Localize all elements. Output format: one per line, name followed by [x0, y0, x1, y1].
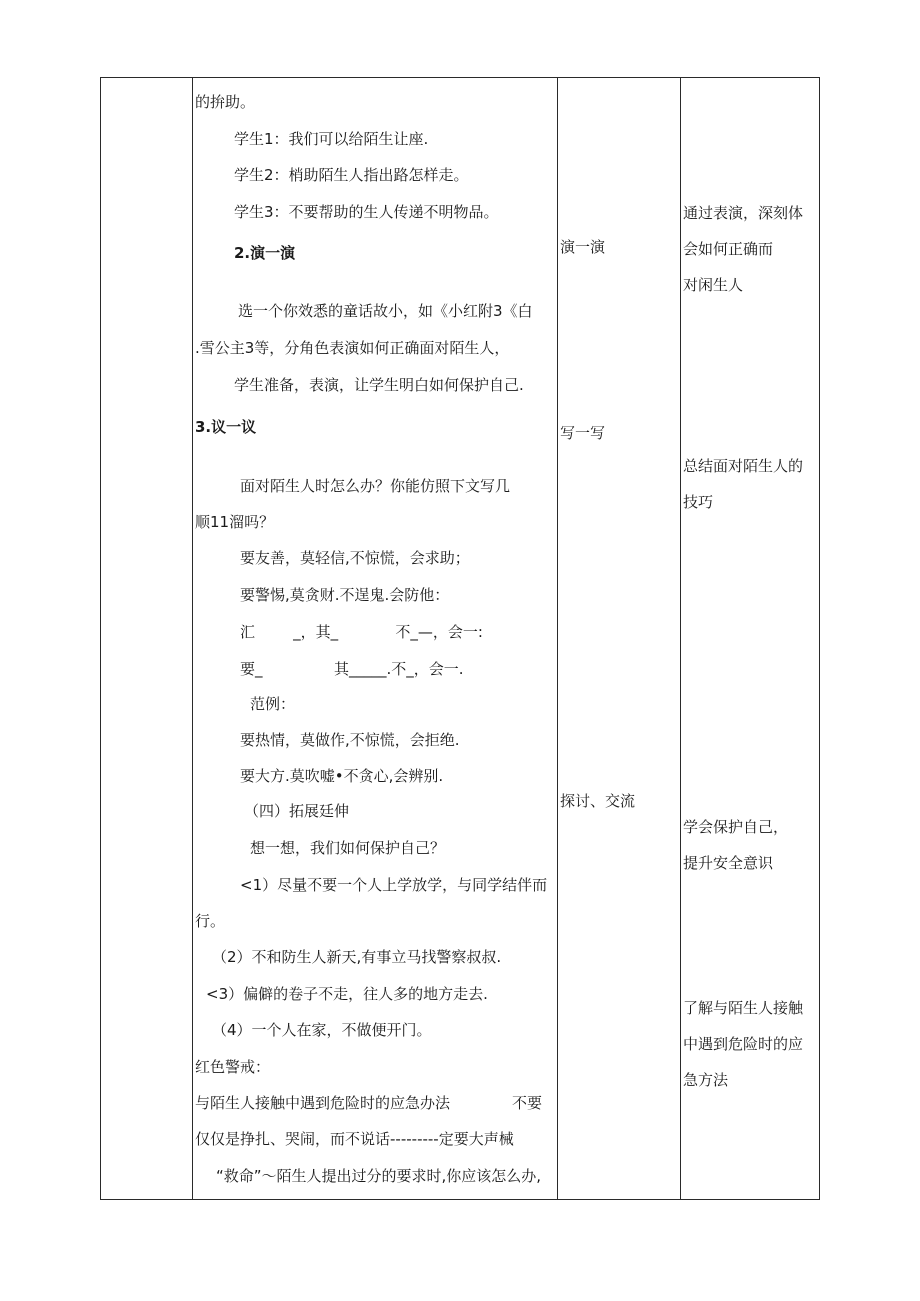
intent-line: 技巧: [683, 493, 714, 511]
table-border-bottom: [100, 1199, 820, 1200]
column-divider-3: [680, 77, 681, 1200]
text-line: 学生1：我们可以给陌生让座.: [234, 130, 429, 148]
section-heading: （四）拓展廷伸: [244, 802, 350, 820]
section-heading: 2.演一演: [234, 244, 296, 262]
intent-line: 提升安全意识: [683, 854, 774, 872]
text-line: 要大方.莫吹嘘•不贪心,会辨别.: [240, 767, 444, 785]
text-line: 汇 _，其_ 不_—，会一:: [240, 623, 483, 641]
text-line: 仅仅是挣扎、哭闹，而不说话---------定要大声械: [195, 1130, 514, 1148]
table-border-left: [100, 77, 101, 1200]
text-line: .雪公主3等，分角色表演如何正确面对陌生人，: [195, 339, 510, 357]
text-line: 学生2：梢助陌生人指出路怎样走。: [234, 166, 469, 184]
intent-line: 对闲生人: [683, 276, 744, 294]
intent-line: 了解与陌生人接触: [683, 999, 804, 1017]
text-line: 要热情，莫做作,不惊慌，会拒绝.: [240, 731, 460, 749]
text-line: <3）偏僻的卷子不走，往人多的地方走去.: [206, 985, 488, 1003]
text-line: 范例：: [250, 695, 296, 713]
text-line: 面对陌生人时怎么办？你能仿照下文写几: [240, 477, 511, 495]
text-line: （4）一个人在家，不做便开门。: [212, 1021, 432, 1039]
text-line: 与陌生人接触中遇到危险时的应急办法 不要: [195, 1094, 542, 1112]
text-line: 的拚助。: [195, 93, 256, 111]
text-line: （2）不和防生人新天,有事立马找警察叔叔.: [212, 948, 502, 966]
text-line: “救命”〜陌生人提出过分的要求时,你应该怎么办,: [216, 1167, 542, 1185]
activity-label: 演一演: [560, 238, 606, 256]
intent-line: 通过表演，深刻体: [683, 204, 804, 222]
table-border-right: [819, 77, 820, 1200]
text-line: 选一个你效悉的童话故小，如《小红附3《白: [238, 302, 533, 320]
activity-label: 写一写: [560, 424, 606, 442]
text-line: 学生准备，表演，让学生明白如何保护自己.: [234, 376, 524, 394]
intent-line: 会如何正确而: [683, 240, 774, 258]
column-divider-2: [557, 77, 558, 1200]
text-line: 顺11溜吗？: [195, 513, 275, 531]
text-line: 要警惕,莫贪财.不逞鬼.会防他：: [240, 586, 450, 604]
section-heading: 3.议一议: [195, 418, 257, 436]
intent-line: 急方法: [683, 1071, 729, 1089]
intent-line: 学会保护自己，: [683, 818, 789, 836]
text-line: 要_ 其_____.不_，会一.: [240, 660, 464, 678]
text-line: 行。: [195, 912, 226, 930]
activity-label: 探讨、交流: [560, 792, 636, 810]
table-border-top: [100, 77, 820, 78]
text-line: 想一想，我们如何保护自己？: [250, 839, 446, 857]
text-line: 学生3：不要帮助的生人传递不明物品。: [234, 203, 499, 221]
text-line: 要友善，莫轻信,不惊慌，会求助；: [240, 549, 470, 567]
text-line: <1）尽量不要一个人上学放学，与同学结伴而: [240, 876, 548, 894]
text-line: 红色警戒：: [195, 1058, 271, 1076]
intent-line: 中遇到危险时的应: [683, 1035, 804, 1053]
intent-line: 总结面对陌生人的: [683, 457, 804, 475]
column-divider-1: [192, 77, 193, 1200]
